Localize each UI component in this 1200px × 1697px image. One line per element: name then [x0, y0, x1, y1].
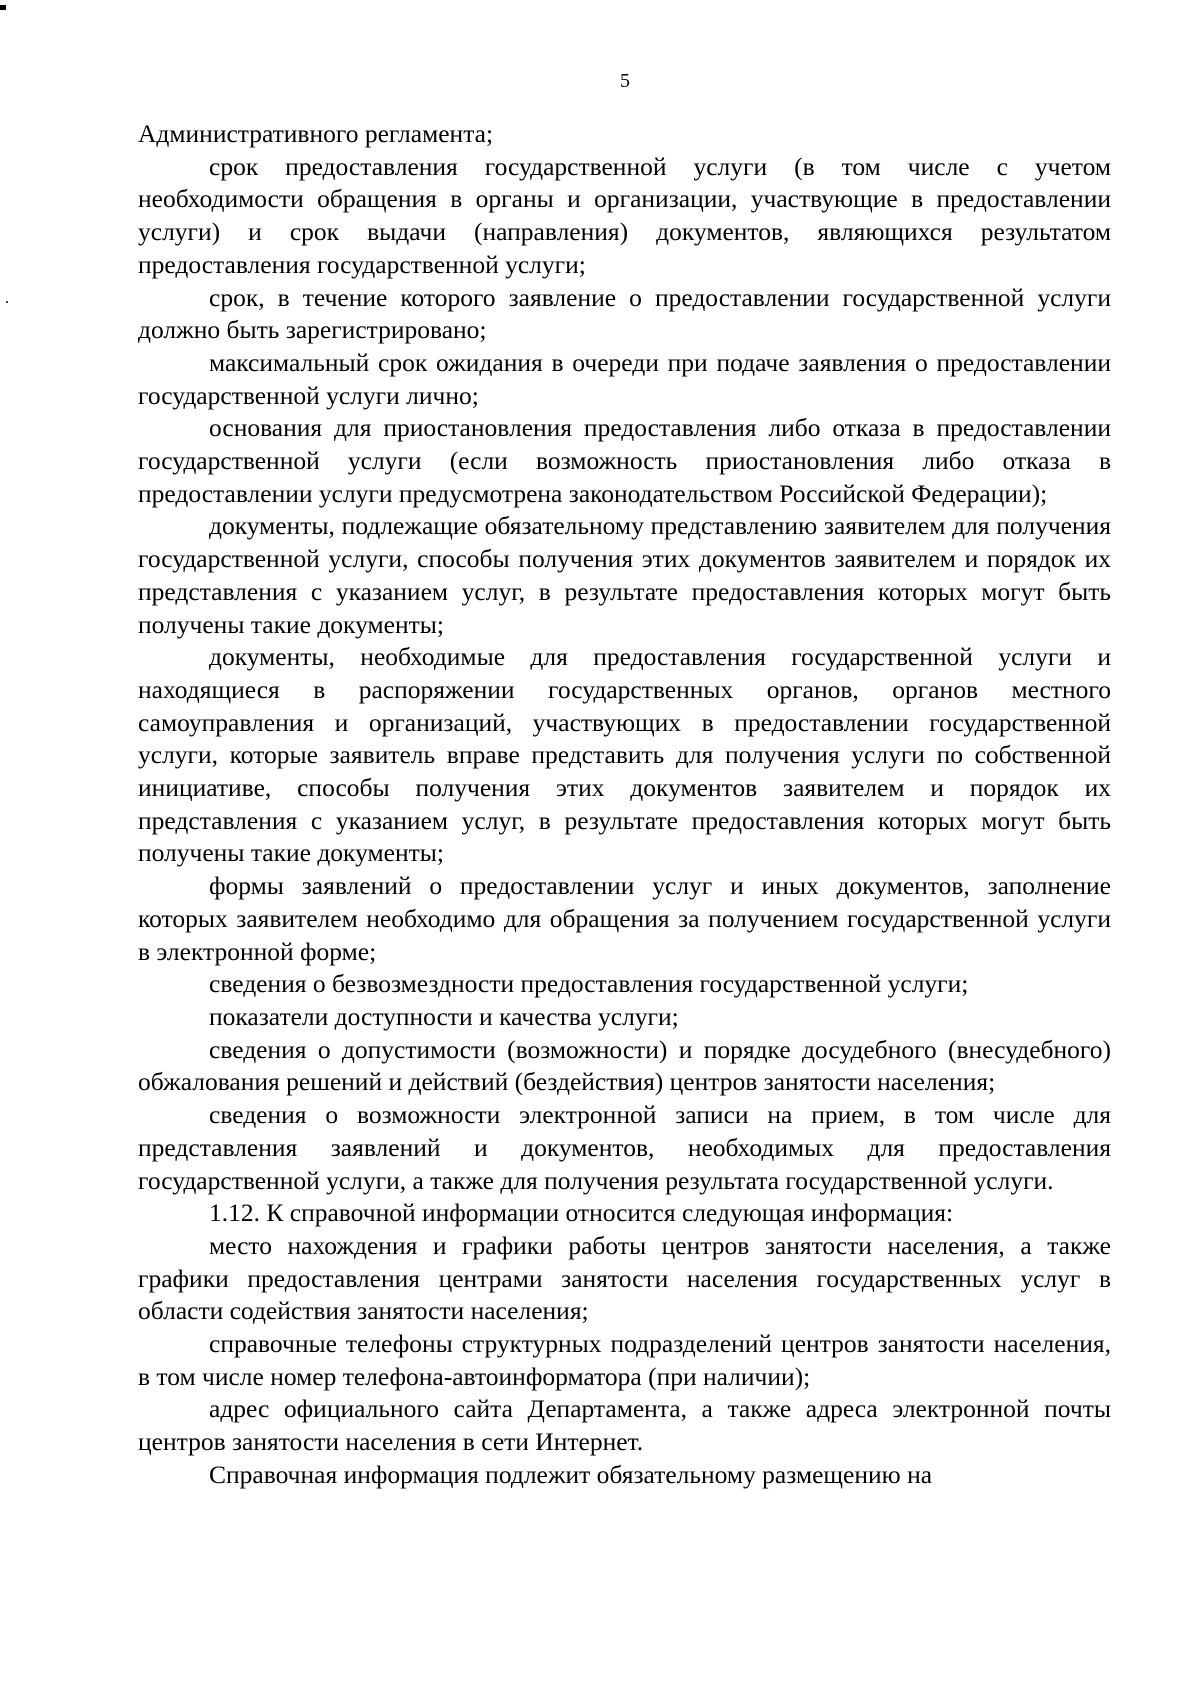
paragraph: сведения о допустимости (возможности) и порядке досудебного (внесудебного) обжалования решений и действий (бездействия) центров занятости населения;: [138, 1034, 1111, 1097]
paragraph: основания для приостановления предоставления либо отказа в предоставлении государственной услуги (если возможность приостановления либо отказа в предоставлении услуги предусмотрена законодательством Российской Федерации);: [138, 413, 1111, 508]
paragraph: срок, в течение которого заявление о предоставлении государственной услуги должно быть зарегистрировано;: [138, 282, 1111, 345]
paragraph: Справочная информация подлежит обязательному размещению на: [209, 1459, 933, 1489]
paragraph: сведения о безвозмездности предоставления государственной услуги;: [209, 969, 969, 999]
paragraph: формы заявлений о предоставлении услуг и иных документов, заполнение которых заявителем необходимо для обращения за получением государственной услуги в электронной форме;: [138, 871, 1111, 966]
paragraph: документы, подлежащие обязательному представлению заявителем для получения государственной услуги, способы получения этих документов заявителем и порядок их представления с указанием услуг, в результате предоставления которых могут быть получены такие документы;: [138, 511, 1111, 639]
scan-artifact: [6, 301, 8, 303]
paragraph: Административного регламента;: [138, 119, 494, 148]
document-body: [138, 118, 1111, 1492]
paragraph: справочные телефоны структурных подразделений центров занятости населения, в том числе номер телефона-автоинформатора (при наличии);: [138, 1329, 1111, 1391]
paragraph: срок предоставления государственной услуги (в том числе с учетом необходимости обращения в органы и организации, участвующие в предоставлении услуги) и срок выдачи (направления) документов, являющихся результатом предоставления государственной услуги;: [138, 151, 1111, 279]
section-heading-paragraph: 1.12. К справочной информации относится следующая информация:: [209, 1198, 954, 1228]
paragraph: сведения о возможности электронной записи на прием, в том числе для представления заявлений и документов, необходимых для предоставления государственной услуги, а также для получения результата государственной услуги.: [138, 1100, 1111, 1195]
page-number: 5: [620, 70, 630, 92]
paragraph: документы, необходимые для предоставления государственной услуги и находящиеся в распоряжении государственных органов, органов местного самоуправления и организаций, участвующих в предоставлении государственной услуги, которые заявитель вправе представить для получения услуги по собственной инициативе, способы получения этих документов заявителем и порядок их представления с указанием услуг, в результате предоставления которых могут быть получены такие документы;: [138, 642, 1111, 868]
scan-artifact: [0, 5, 6, 10]
paragraph: место нахождения и графики работы центров занятости населения, а также графики предоставления центрами занятости населения государственных услуг в области содействия занятости населения;: [138, 1230, 1111, 1326]
paragraph: максимальный срок ожидания в очереди при подаче заявления о предоставлении государственной услуги лично;: [138, 347, 1111, 410]
paragraph: адрес официального сайта Департамента, а также адреса электронной почты центров занятости населения в сети Интернет.: [138, 1394, 1111, 1457]
paragraph: показатели доступности и качества услуги;: [209, 1001, 679, 1031]
